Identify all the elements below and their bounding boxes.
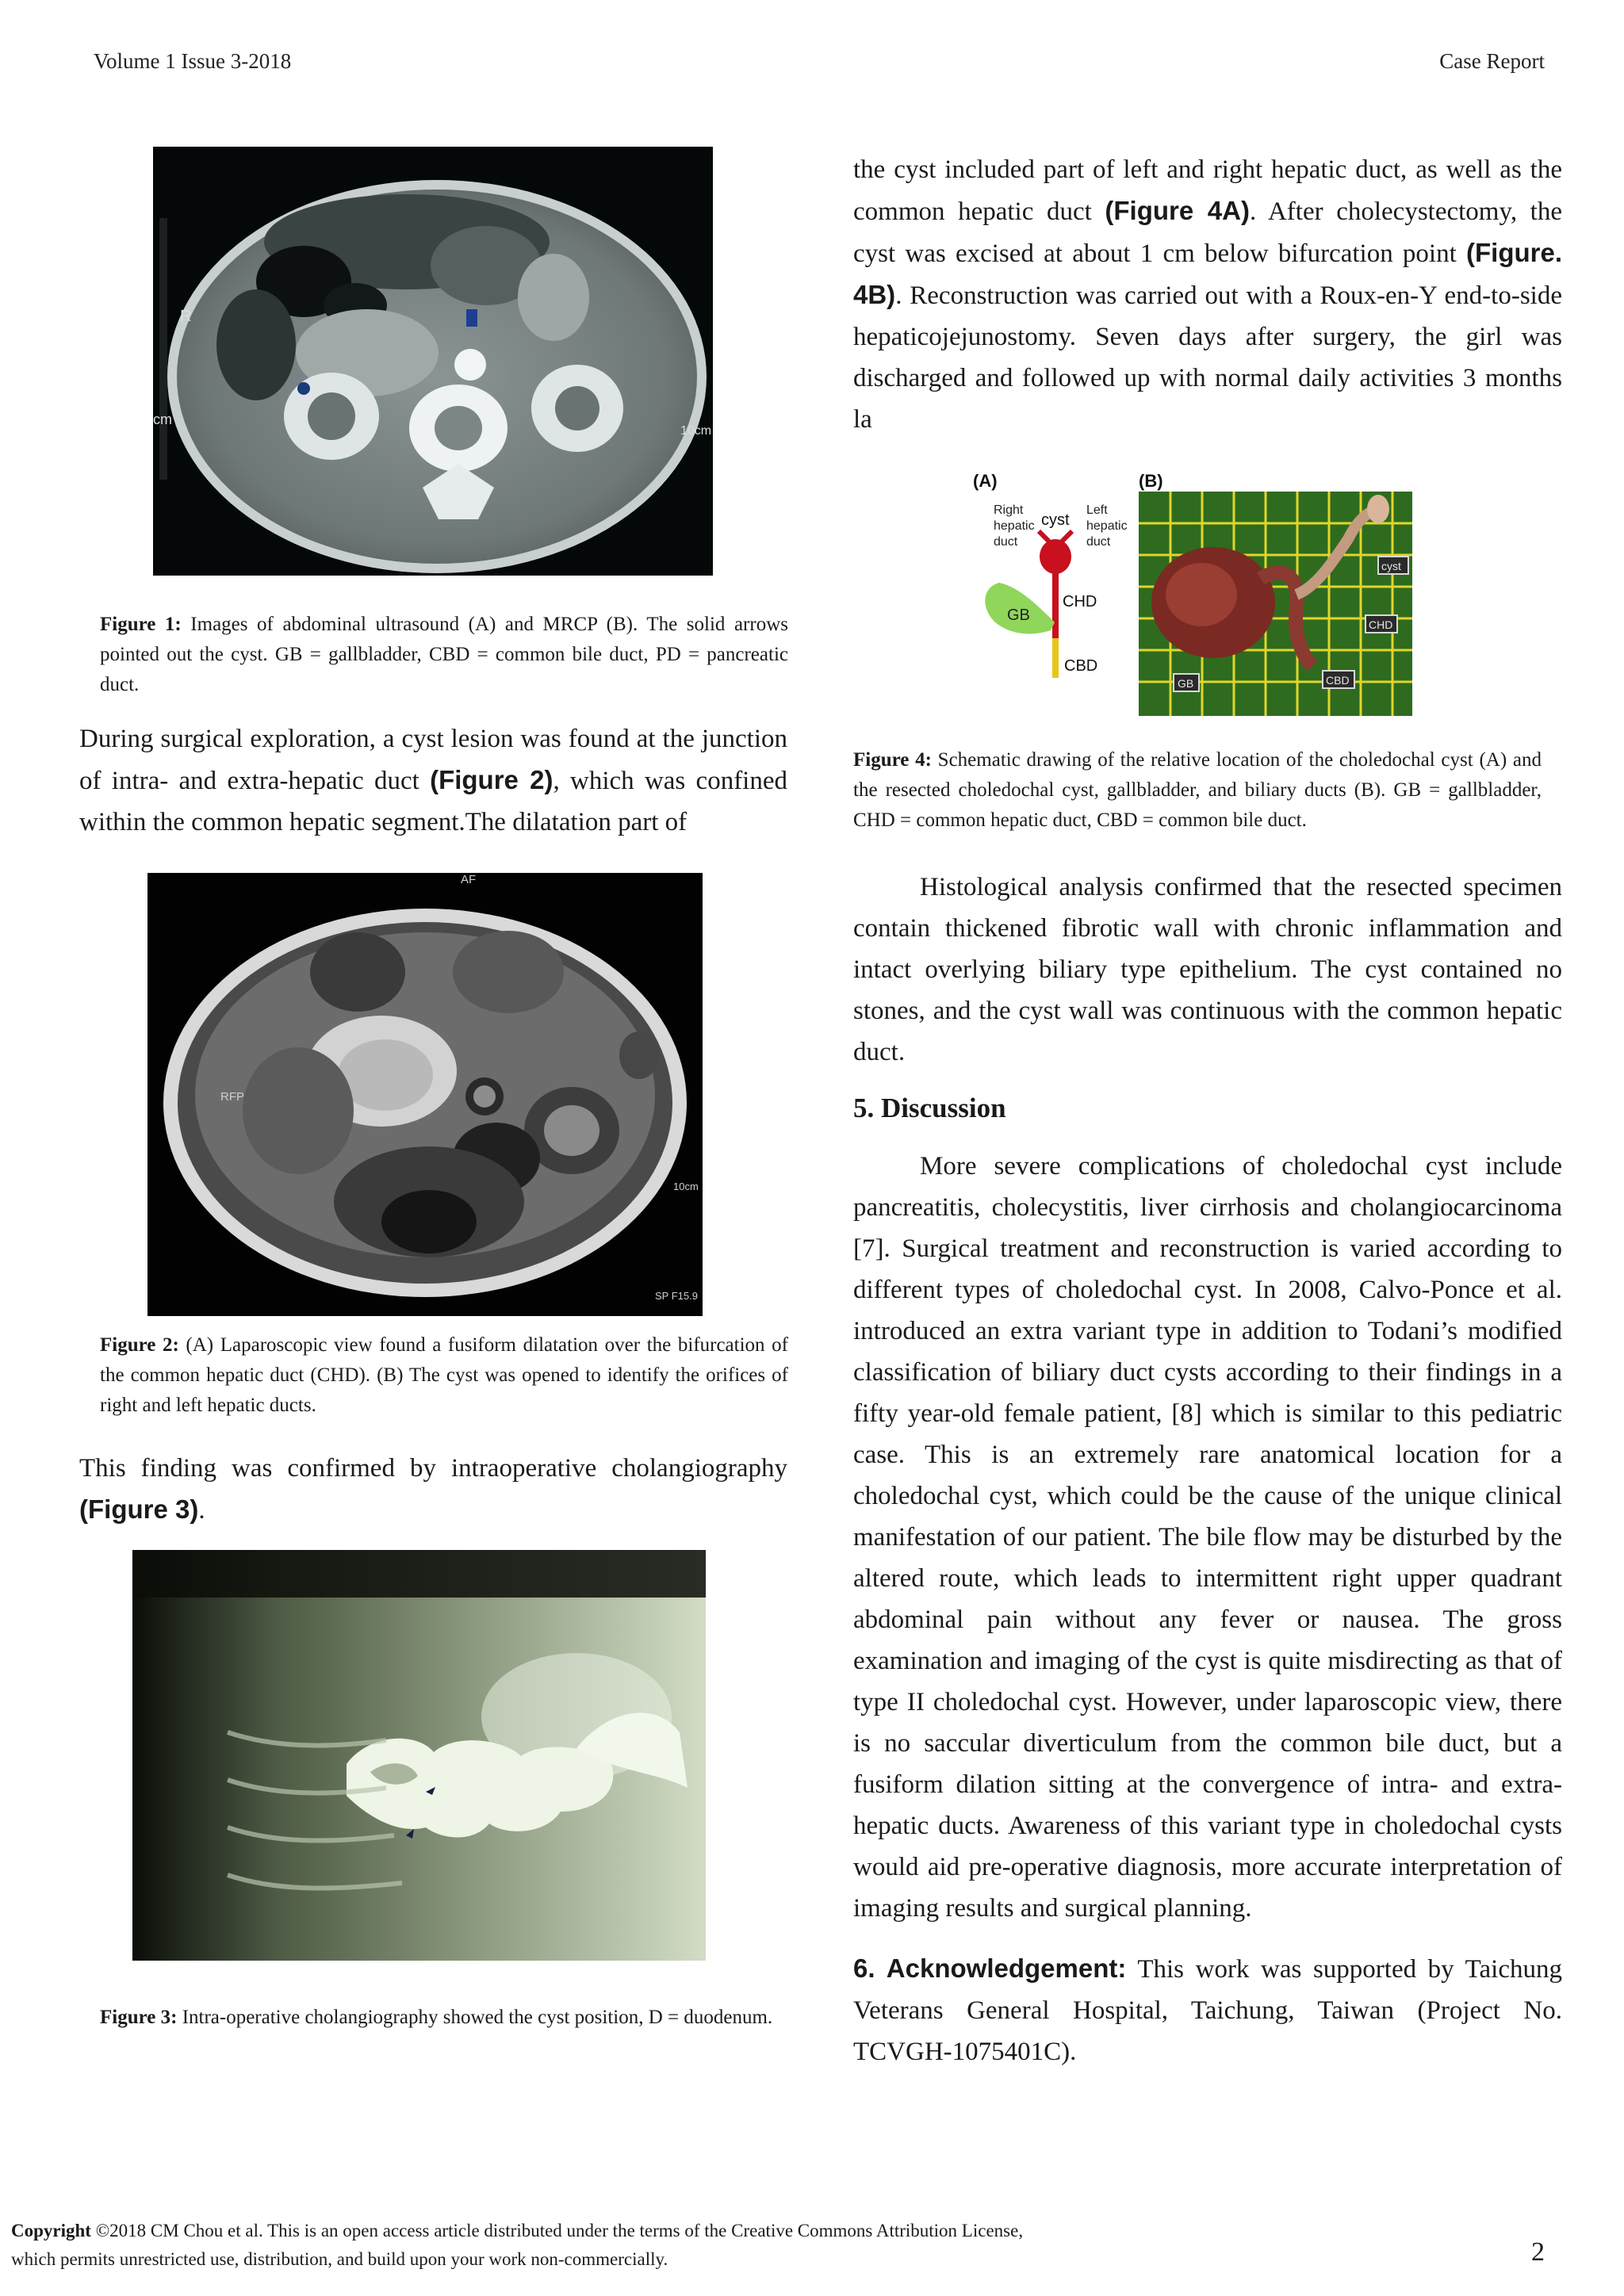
figure-1-caption <box>100 610 788 700</box>
figure-2-overlay-scale: 10cm <box>673 1181 699 1192</box>
acknowledgement-label: 6. Acknowledgement: <box>853 1954 1127 1983</box>
figure-4a-label: (A) <box>973 471 998 491</box>
figure-2-reference: (Figure 2) <box>430 765 553 794</box>
left-paragraph-1-text-a: During surgical exploration, a cyst lesion was found at the junction of intra- and extra-hepatic duct <box>79 725 787 795</box>
figure-4a-gb-label: GB <box>1007 607 1030 624</box>
figure-3-image <box>132 1550 706 1961</box>
figure-4a-cyst-label: cyst <box>1041 511 1070 529</box>
figure-4a-right-hepatic-1: Right <box>994 503 1024 517</box>
running-header-article-type: Case Report <box>1439 49 1545 73</box>
figure-2-overlay-af: AF <box>461 873 477 886</box>
copyright-footer <box>11 2217 1359 2274</box>
figure-4-caption <box>853 745 1542 836</box>
right-paragraph-histology <box>853 867 1562 1073</box>
figure-2-image <box>147 873 703 1316</box>
figure-2-overlay-sp: SP F15.9 <box>655 1290 698 1302</box>
figure-1-caption-text: Images of abdominal ultrasound (A) and MRCP (B). The solid arrows pointed out the cyst. GB = gallbladder, CBD = common bile duct, PD = pancreatic duct. <box>100 614 788 695</box>
figure-4a-left-hepatic-2: hepatic <box>1086 519 1128 533</box>
copyright-label: Copyright <box>11 2221 91 2241</box>
figure-2-caption-text: (A) Laparoscopic view found a fusiform dilatation over the bifurcation of the common hepatic duct (CHD). (B) The cyst was opened to identify the orifices of right and left hepatic ducts. <box>100 1334 788 1416</box>
figure-4a-left-hepatic-1: Left <box>1086 503 1108 517</box>
discussion-paragraph <box>853 1146 1562 1929</box>
figure-4-caption-text: Schematic drawing of the relative location of the choledochal cyst (A) and the resected choledochal cyst, gallbladder, and biliary ducts (B). GB = gallbladder, CHD = common hepatic duct, CBD = common bile duct. <box>853 749 1542 831</box>
figure-4b-label: (B) <box>1139 471 1163 491</box>
figure-4b-cbd-tag: CBD <box>1326 674 1350 687</box>
right-paragraph-2-text: Histological analysis confirmed that the resected specimen contain thickened fibrotic wall with chronic inflammation and intact overlying biliary type epithelium. The cyst contained no stones, and the cyst wall was continuous with the common hepatic duct. <box>853 873 1562 1066</box>
page-number: 2 <box>1531 2237 1545 2267</box>
figure-4b-reference: (Figure. 4B) <box>853 238 1562 309</box>
left-paragraph-2-text-a: This finding was confirmed by intraoperative cholangiography <box>79 1454 787 1483</box>
right-paragraph-1-text-b: . After cholecystectomy, the cyst was excised at about 1 cm below bifurcation point <box>853 197 1562 268</box>
figure-4a-right-hepatic-3: duct <box>994 535 1018 549</box>
left-paragraph-cholangiography <box>79 1448 787 1531</box>
copyright-line-2: which permits unrestricted use, distribution, and build upon your work non-commercially. <box>11 2249 668 2269</box>
figure-2-caption-label: Figure 2: <box>100 1334 179 1356</box>
figure-4a-cbd-label: CBD <box>1064 657 1098 675</box>
right-paragraph-1-text-a: the cyst included part of left and right hepatic duct, as well as the common hepatic duct <box>853 155 1562 226</box>
right-paragraph-1-text-c: . Reconstruction was carried out with a Roux-en-Y end-to-side hepaticojejunostomy. Seven days after surgery, the girl was discharged and followed up with normal daily activities 3 months la <box>853 281 1562 434</box>
figure-3-caption-text: Intra-operative cholangiography showed the cyst position, D = duodenum. <box>177 2007 773 2028</box>
figure-1-overlay-r: R <box>180 308 192 325</box>
figure-3-reference: (Figure 3) <box>79 1494 199 1524</box>
figure-2-caption <box>100 1330 788 1421</box>
discussion-text: More severe complications of choledochal cyst include pancreatitis, cholecystitis, liver cirrhosis and cholangiocarcinoma [7]. Surgical treatment and reconstruction is varied according to different types of choledochal cyst. In 2008, Calvo-Ponce et al. introduced an extra variant type in addition to Todani’s modified classification of biliary duct cysts according to their findings in a fifty year-old female patient, [8] which is similar to this pediatric case. This is an extremely rare anatomical location for a choledochal cyst, which could be the cause of the unique clinical manifestation of our patient. The bile flow may be disturbed by the altered route, which leads to intermittent right upper quadrant abdominal pain without any fever or nausea. The gross examination and imaging of the cyst is quite misdirecting as that of type II choledochal cyst. However, under laparoscopic view, there is no saccular diverticulum from the common bile duct, but a fusiform dilation sitting at the convergence of intra- and extra-hepatic ducts. Awareness of this variant type in choledochal cysts would aid pre-operative diagnosis, more accurate interpretation of imaging results and surgical planning. <box>853 1152 1562 1923</box>
figure-4a-left-hepatic-3: duct <box>1086 535 1111 549</box>
figure-4a-schematic <box>971 468 1130 690</box>
figure-4b-gb-tag: GB <box>1178 677 1194 690</box>
copyright-line-1: ©2018 CM Chou et al. This is an open access article distributed under the terms of the Creative Commons Attribution License, <box>90 2221 1024 2241</box>
figure-3-caption <box>100 2003 788 2033</box>
figure-4a-right-hepatic-2: hepatic <box>994 519 1035 533</box>
figure-4b-chd-tag: CHD <box>1369 618 1393 631</box>
right-paragraph-cyst-excision <box>853 149 1562 440</box>
running-header-volume: Volume 1 Issue 3-2018 <box>94 49 292 73</box>
figure-2-overlay-rfp: RFP <box>220 1090 244 1104</box>
left-paragraph-surgical-exploration <box>79 718 787 843</box>
figure-1-image <box>153 147 713 576</box>
figure-4a-chd-label: CHD <box>1063 593 1097 610</box>
acknowledgement-paragraph <box>853 1948 1562 2072</box>
figure-4a-reference: (Figure 4A) <box>1105 196 1250 225</box>
figure-1-caption-label: Figure 1: <box>100 614 182 635</box>
acknowledgement-text: This work was supported by Taichung Veterans General Hospital, Taichung, Taiwan (Project No. TCVGH-1075401C). <box>853 1955 1562 2066</box>
figure-4b-cyst-tag: cyst <box>1381 560 1401 572</box>
discussion-heading: 5. Discussion <box>853 1093 1006 1123</box>
figure-1-overlay-scale: 10cm <box>680 424 712 438</box>
figure-1-overlay-cm: cm <box>153 411 172 427</box>
figure-4-caption-label: Figure 4: <box>853 749 932 771</box>
figure-4b-photo <box>1134 468 1419 718</box>
figure-3-caption-label: Figure 3: <box>100 2007 178 2028</box>
left-paragraph-1-text-b: , which was confined within the common hepatic segment.The dilatation part of <box>79 767 788 836</box>
left-paragraph-2-text-b: . <box>198 1496 205 1525</box>
